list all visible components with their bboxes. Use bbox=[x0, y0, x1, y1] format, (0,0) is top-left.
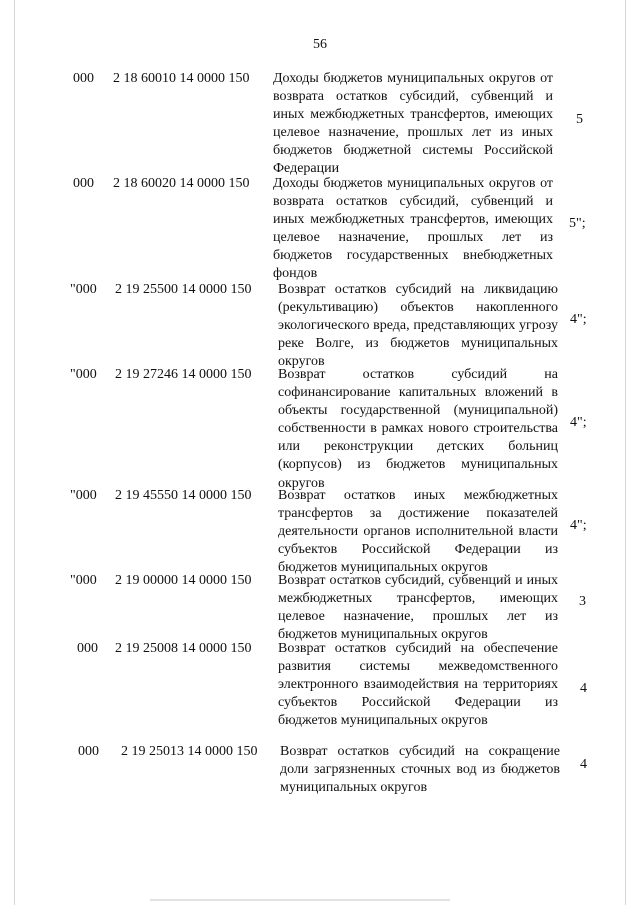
admin-code: 000 bbox=[77, 641, 98, 656]
amount: 4"; bbox=[570, 518, 587, 533]
revenue-code: 2 19 25013 14 0000 150 bbox=[121, 744, 258, 759]
admin-code: "000 bbox=[70, 367, 97, 382]
revenue-code: 2 19 45550 14 0000 150 bbox=[115, 488, 252, 503]
admin-code: 000 bbox=[73, 176, 94, 191]
admin-code: 000 bbox=[73, 71, 94, 86]
revenue-description: Доходы бюджетов муниципальных округов от возврата остатков субсидий, субвенций и иных межбюджетных трансфертов, имеющих целевое назначение, прошлых лет из бюджетов государственных внебюджетных фондов bbox=[273, 176, 553, 282]
amount: 4"; bbox=[570, 312, 587, 327]
amount: 4"; bbox=[570, 415, 587, 430]
revenue-description: Возврат остатков субсидий на софинансирование капитальных вложений в объекты государственной (муниципальной) собственности в рамках нового строительства или реконструкции детских больниц (корпусов) из бюджетов муниципальных округов bbox=[278, 367, 558, 491]
amount: 3 bbox=[579, 594, 586, 609]
revenue-description: Возврат остатков субсидий на ликвидацию (рекультивацию) объектов накопленного экологического вреда, представляющих угрозу реке Волге, из бюджетов муниципальных округов bbox=[278, 282, 558, 370]
revenue-description: Возврат остатков субсидий, субвенций и иных межбюджетных трансфертов, имеющих целевое назначение, прошлых лет из бюджетов муниципальных округов bbox=[278, 573, 558, 643]
admin-code: "000 bbox=[70, 573, 97, 588]
revenue-description: Доходы бюджетов муниципальных округов от возврата остатков субсидий, субвенций и иных межбюджетных трансфертов, имеющих целевое назначение, прошлых лет из иных бюджетов бюджетной системы Российской Федерации bbox=[273, 71, 553, 177]
amount: 5"; bbox=[569, 216, 586, 231]
revenue-code: 2 19 27246 14 0000 150 bbox=[115, 367, 252, 382]
revenue-code: 2 19 25500 14 0000 150 bbox=[115, 282, 252, 297]
admin-code: 000 bbox=[78, 744, 99, 759]
admin-code: "000 bbox=[70, 488, 97, 503]
amount: 4 bbox=[580, 681, 587, 696]
revenue-code: 2 19 25008 14 0000 150 bbox=[115, 641, 252, 656]
revenue-code: 2 18 60020 14 0000 150 bbox=[113, 176, 250, 191]
page-number: 56 bbox=[313, 37, 327, 52]
amount: 5 bbox=[576, 112, 583, 127]
revenue-description: Возврат остатков иных межбюджетных трансфертов за достижение показателей деятельности органов исполнительной власти субъектов Российской Федерации из бюджетов муниципальных округов bbox=[278, 488, 558, 576]
revenue-description: Возврат остатков субсидий на обеспечение развития системы межведомственного электронного взаимодействия на территориях субъектов Российской Федерации из бюджетов муниципальных округов bbox=[278, 641, 558, 729]
admin-code: "000 bbox=[70, 282, 97, 297]
revenue-code: 2 18 60010 14 0000 150 bbox=[113, 71, 250, 86]
revenue-code: 2 19 00000 14 0000 150 bbox=[115, 573, 252, 588]
revenue-description: Возврат остатков субсидий на сокращение доли загрязненных сточных вод из бюджетов муниципальных округов bbox=[280, 744, 560, 796]
amount: 4 bbox=[580, 757, 587, 772]
